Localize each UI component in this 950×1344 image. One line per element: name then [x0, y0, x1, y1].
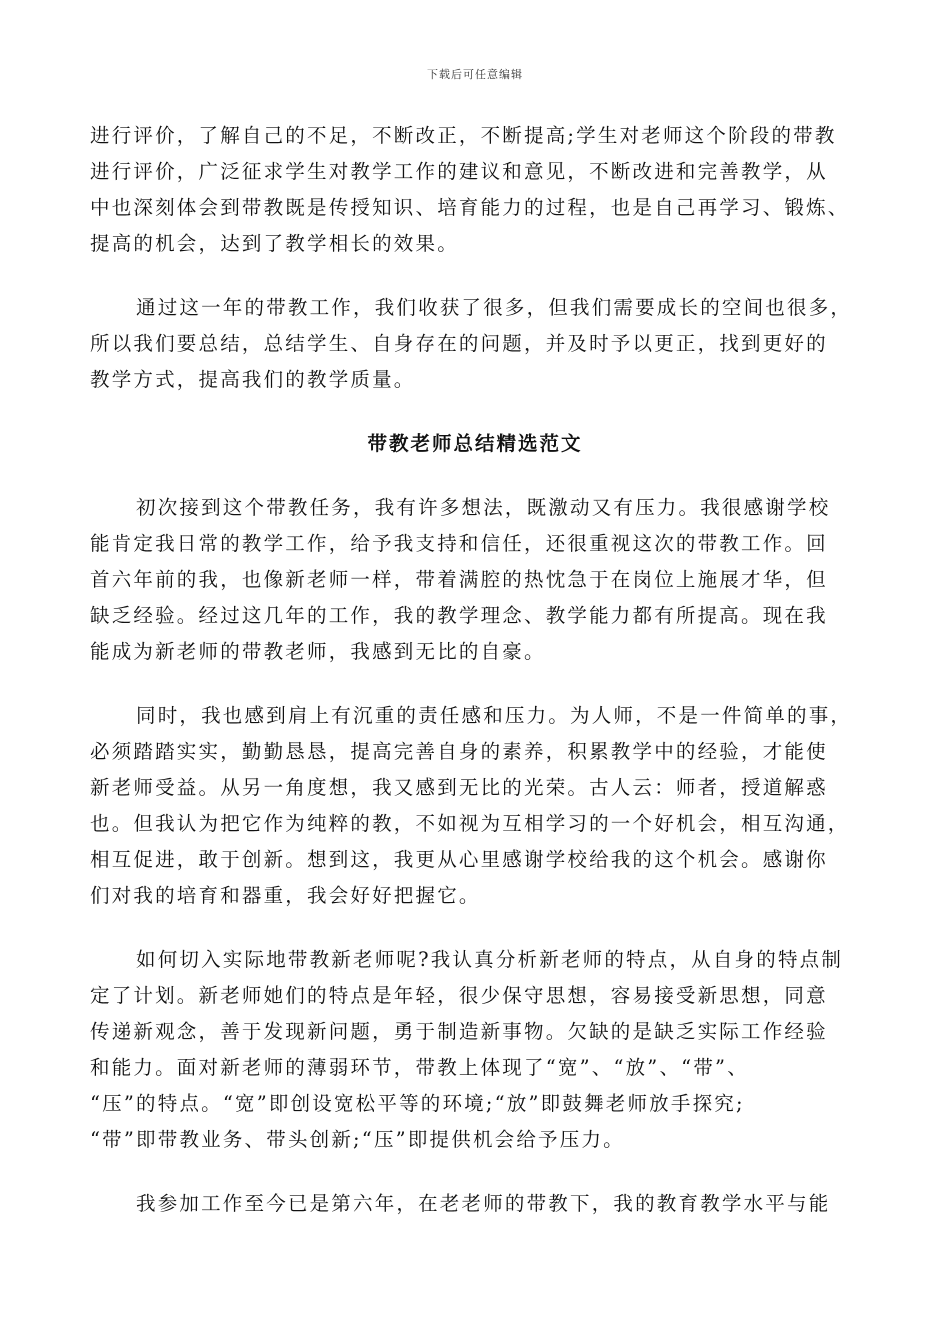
text-line: 们对我的培育和器重，我会好好把握它。 [90, 884, 481, 907]
text-line: 初次接到这个带教任务，我有许多想法，既激动又有压力。我很感谢学校 [136, 496, 831, 519]
paragraph-3 [90, 490, 860, 670]
text-line: 能成为新老师的带教老师，我感到无比的自豪。 [90, 640, 546, 663]
document-body [90, 118, 860, 1222]
text-line: 我参加工作至今已是第六年，在老老师的带教下，我的教育教学水平与能 [136, 1192, 831, 1215]
text-line: 进行评价，广泛征求学生对教学工作的建议和意见，不断改进和完善教学，从 [90, 160, 828, 183]
text-line: 必须踏踏实实，勤勤恳恳，提高完善自身的素养，积累教学中的经验，才能使 [90, 740, 828, 763]
paragraph-2 [90, 290, 860, 398]
text-line: 定了计划。新老师她们的特点是年轻，很少保守思想，容易接受新思想，同意 [90, 984, 828, 1007]
text-line: 教学方式，提高我们的教学质量。 [90, 368, 416, 391]
text-line: 进行评价，了解自己的不足，不断改正，不断提高;学生对老师这个阶段的带教 [90, 124, 837, 147]
text-line: 缺乏经验。经过这几年的工作，我的教学理念、教学能力都有所提高。现在我 [90, 604, 828, 627]
text-line: 如何切入实际地带教新老师呢?我认真分析新老师的特点，从自身的特点制 [136, 948, 844, 971]
text-line: 相互促进，敢于创新。想到这，我更从心里感谢学校给我的这个机会。感谢你 [90, 848, 828, 871]
paragraph-6 [90, 1186, 860, 1222]
section-title: 带教老师总结精选范文 [367, 432, 583, 455]
paragraph-4 [90, 698, 860, 914]
text-line: 提高的机会，达到了教学相长的效果。 [90, 232, 459, 255]
paragraph-5 [90, 942, 860, 1158]
text-line: 传递新观念，善于发现新问题，勇于制造新事物。欠缺的是缺乏实际工作经验 [90, 1020, 828, 1043]
text-line: 中也深刻体会到带教既是传授知识、培育能力的过程，也是自己再学习、锻炼、 [90, 196, 850, 219]
page-header: 下载后可任意编辑 [427, 68, 523, 81]
text-line: 首六年前的我，也像新老师一样，带着满腔的热忱急于在岗位上施展才华，但 [90, 568, 828, 591]
text-line: “带”即带教业务、带头创新;“压”即提供机会给予压力。 [90, 1128, 625, 1151]
paragraph-1 [90, 118, 860, 262]
text-line: 能肯定我日常的教学工作，给予我支持和信任，还很重视这次的带教工作。回 [90, 532, 828, 555]
text-line: “压”的特点。“宽”即创设宽松平等的环境;“放”即鼓舞老师放手探究; [90, 1092, 745, 1115]
text-line: 也。但我认为把它作为纯粹的教，不如视为互相学习的一个好机会，相互沟通， [90, 812, 850, 835]
text-line: 所以我们要总结，总结学生、自身存在的问题，并及时予以更正，找到更好的 [90, 332, 828, 355]
text-line: 和能力。面对新老师的薄弱环节，带教上体现了“宽”、“放”、“带”、 [90, 1056, 749, 1079]
text-line: 新老师受益。从另一角度想，我又感到无比的光荣。古人云：师者，授道解惑 [90, 776, 828, 799]
text-line: 通过这一年的带教工作，我们收获了很多，但我们需要成长的空间也很多， [136, 296, 853, 319]
text-line: 同时，我也感到肩上有沉重的责任感和压力。为人师，不是一件简单的事， [136, 704, 853, 727]
